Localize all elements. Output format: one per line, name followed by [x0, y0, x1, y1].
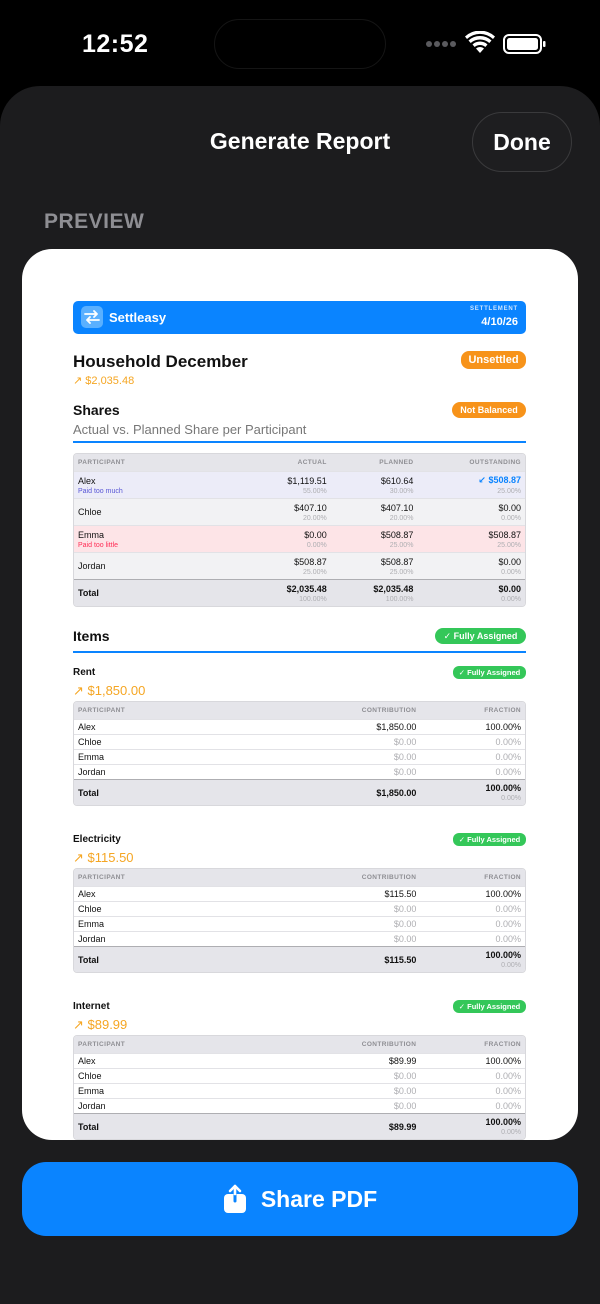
shares-table — [73, 453, 526, 607]
actual-percent: 55.00% — [302, 487, 327, 495]
column-header: FRACTION — [420, 1036, 525, 1053]
preview-label: PREVIEW — [44, 210, 145, 233]
total-fraction: 100.00% — [485, 950, 521, 960]
item-assigned-badge: ✓ Fully Assigned — [453, 666, 526, 679]
total-label: Total — [74, 946, 274, 972]
item-table — [73, 868, 526, 973]
actual-value: $407.10 — [294, 502, 327, 513]
overpaid-note: Paid too much — [78, 487, 123, 495]
report-total: ↗ $2,035.48 — [73, 375, 135, 387]
item-table — [73, 1035, 526, 1140]
total-fraction-sub: 0.00% — [501, 1129, 521, 1136]
total-outstanding: $0.00 — [498, 583, 521, 594]
item-amount: ↗ $115.50 — [73, 850, 134, 865]
settlement-label: SETTLEMENT — [470, 306, 518, 312]
settleasy-logo-icon — [81, 306, 103, 328]
actual-percent: 20.00% — [302, 514, 327, 522]
column-header: CONTRIBUTION — [274, 1036, 420, 1053]
participant-name: Jordan — [74, 931, 274, 946]
table-row — [74, 1068, 525, 1083]
participant-name: Alex — [74, 886, 274, 901]
total-row — [74, 946, 525, 972]
participant-name: Emma — [74, 916, 274, 931]
share-pdf-button[interactable] — [22, 1162, 578, 1236]
item-table — [73, 701, 526, 806]
contribution-value: $0.00 — [274, 901, 420, 916]
report-title: Household December — [73, 352, 248, 371]
total-row — [74, 1113, 525, 1139]
planned-value: $610.64 — [380, 475, 414, 486]
fraction-value: 0.00% — [420, 764, 525, 779]
participant-name: Emma — [78, 529, 105, 540]
table-row — [74, 719, 525, 734]
item-assigned-badge: ✓ Fully Assigned — [453, 833, 526, 846]
total-row — [74, 779, 525, 805]
document-header — [73, 301, 526, 334]
cellular-signal-icon — [426, 41, 456, 49]
share-icon — [223, 1184, 247, 1214]
table-row — [74, 901, 525, 916]
participant-name: Emma — [74, 1083, 274, 1098]
table-row — [74, 886, 525, 901]
total-planned-percent: 100.00% — [385, 595, 414, 603]
column-header: FRACTION — [420, 702, 525, 719]
share-pdf-label: Share PDF — [260, 1185, 378, 1212]
contribution-value: $0.00 — [274, 764, 420, 779]
table-row — [74, 931, 525, 946]
status-time: 12:52 — [82, 30, 149, 58]
table-row — [74, 764, 525, 779]
participant-name: Jordan — [74, 1098, 274, 1113]
total-fraction: 100.00% — [485, 783, 521, 793]
item-name: Rent — [73, 667, 96, 678]
item-assigned-badge: ✓ Fully Assigned — [453, 1000, 526, 1013]
item-amount: ↗ $1,850.00 — [73, 683, 146, 698]
contribution-value: $0.00 — [274, 749, 420, 764]
table-header-row — [74, 869, 525, 886]
participant-name: Chloe — [74, 1068, 274, 1083]
not-balanced-badge: Not Balanced — [452, 402, 526, 418]
outstanding-value: $0.00 — [498, 502, 521, 513]
total-label: Total — [78, 588, 99, 598]
table-header-row — [74, 702, 525, 719]
fraction-value: 0.00% — [420, 916, 525, 931]
item-name: Internet — [73, 1001, 110, 1012]
column-header: FRACTION — [420, 869, 525, 886]
actual-value: $0.00 — [304, 529, 327, 540]
fraction-value: 100.00% — [420, 886, 525, 901]
underpaid-note: Paid too little — [78, 541, 119, 549]
contribution-value: $115.50 — [274, 886, 420, 901]
column-header: CONTRIBUTION — [274, 702, 420, 719]
planned-value: $508.87 — [380, 556, 414, 567]
wifi-icon — [465, 31, 495, 55]
table-row — [74, 498, 525, 525]
participant-name: Jordan — [78, 561, 106, 571]
fraction-value: 0.00% — [420, 734, 525, 749]
planned-value: $508.87 — [380, 529, 414, 540]
dynamic-island — [214, 19, 386, 69]
shares-subtitle: Actual vs. Planned Share per Participant — [73, 422, 307, 437]
total-contribution: $115.50 — [274, 946, 420, 972]
table-row — [74, 1083, 525, 1098]
table-header-row — [74, 1036, 525, 1053]
participant-name: Chloe — [74, 901, 274, 916]
table-row — [74, 1098, 525, 1113]
total-fraction-sub: 0.00% — [501, 795, 521, 802]
total-planned: $2,035.48 — [373, 583, 414, 594]
shares-divider — [73, 441, 526, 443]
contribution-value: $0.00 — [274, 1083, 420, 1098]
actual-value: $1,119.51 — [287, 475, 327, 486]
total-actual-percent: 100.00% — [299, 595, 327, 603]
total-fraction: 100.00% — [485, 1117, 521, 1127]
item-name: Electricity — [73, 834, 121, 845]
planned-percent: 25.00% — [389, 568, 414, 576]
contribution-value: $89.99 — [274, 1053, 420, 1068]
contribution-value: $0.00 — [274, 1098, 420, 1113]
table-row — [74, 749, 525, 764]
fraction-value: 100.00% — [420, 719, 525, 734]
planned-percent: 25.00% — [389, 541, 414, 549]
table-row — [74, 734, 525, 749]
planned-percent: 20.00% — [389, 514, 414, 522]
actual-percent: 0.00% — [306, 541, 327, 549]
outstanding-value: $508.87 — [488, 529, 521, 540]
participant-name: Chloe — [74, 734, 274, 749]
contribution-value: $0.00 — [274, 916, 420, 931]
total-contribution: $89.99 — [274, 1113, 420, 1139]
outstanding-value: ↙ $508.87 — [478, 475, 521, 485]
participant-name: Emma — [74, 749, 274, 764]
report-document — [73, 301, 526, 1136]
actual-value: $508.87 — [294, 556, 327, 567]
outstanding-percent: 25.00% — [497, 541, 521, 549]
status-bar — [0, 0, 600, 86]
table-row — [74, 525, 525, 552]
outstanding-percent: 0.00% — [501, 568, 521, 576]
planned-percent: 30.00% — [389, 487, 414, 495]
fraction-value: 0.00% — [420, 749, 525, 764]
planned-value: $407.10 — [380, 502, 414, 513]
pdf-preview[interactable] — [22, 249, 578, 1140]
column-header: PARTICIPANT — [74, 702, 274, 719]
shares-title: Shares — [73, 402, 120, 418]
table-row — [74, 916, 525, 931]
outstanding-percent: 0.00% — [501, 514, 521, 522]
total-row — [74, 579, 525, 606]
fraction-value: 0.00% — [420, 931, 525, 946]
report-sheet — [0, 86, 600, 1304]
outstanding-percent: 25.00% — [497, 488, 521, 495]
contribution-value: $0.00 — [274, 1068, 420, 1083]
contribution-value: $1,850.00 — [274, 719, 420, 734]
participant-name: Jordan — [74, 764, 274, 779]
unsettled-badge: Unsettled — [461, 351, 526, 369]
items-title: Items — [73, 628, 110, 644]
column-header: PARTICIPANT — [74, 869, 274, 886]
total-outstanding-percent: 0.00% — [501, 595, 521, 603]
actual-percent: 25.00% — [302, 568, 327, 576]
battery-icon — [503, 34, 546, 54]
fraction-value: 100.00% — [420, 1053, 525, 1068]
total-label: Total — [74, 1113, 274, 1139]
column-header: PLANNED — [331, 454, 418, 471]
outstanding-value: $0.00 — [498, 556, 521, 567]
fraction-value: 0.00% — [420, 901, 525, 916]
total-contribution: $1,850.00 — [274, 779, 420, 805]
participant-name: Chloe — [78, 507, 102, 517]
fraction-value: 0.00% — [420, 1083, 525, 1098]
fully-assigned-badge: ✓ Fully Assigned — [435, 628, 526, 644]
total-fraction-sub: 0.00% — [501, 962, 521, 969]
table-row — [74, 1053, 525, 1068]
contribution-value: $0.00 — [274, 734, 420, 749]
table-row — [74, 552, 525, 579]
sheet-title: Generate Report — [209, 128, 391, 154]
contribution-value: $0.00 — [274, 931, 420, 946]
done-button[interactable]: Done — [472, 112, 572, 172]
total-label: Total — [74, 779, 274, 805]
column-header: PARTICIPANT — [74, 1036, 274, 1053]
fraction-value: 0.00% — [420, 1098, 525, 1113]
brand-name: Settleasy — [109, 310, 167, 325]
table-header-row — [74, 454, 525, 471]
table-row — [74, 471, 525, 498]
settlement-date: 4/10/26 — [481, 316, 518, 328]
participant-name: Alex — [74, 719, 274, 734]
fraction-value: 0.00% — [420, 1068, 525, 1083]
participant-name: Alex — [78, 475, 96, 486]
items-divider — [73, 651, 526, 653]
column-header: CONTRIBUTION — [274, 869, 420, 886]
column-header: OUTSTANDING — [417, 454, 525, 471]
item-amount: ↗ $89.99 — [73, 1017, 128, 1032]
column-header: ACTUAL — [244, 454, 331, 471]
participant-name: Alex — [74, 1053, 274, 1068]
total-actual: $2,035.48 — [286, 583, 327, 594]
column-header: PARTICIPANT — [74, 454, 244, 471]
